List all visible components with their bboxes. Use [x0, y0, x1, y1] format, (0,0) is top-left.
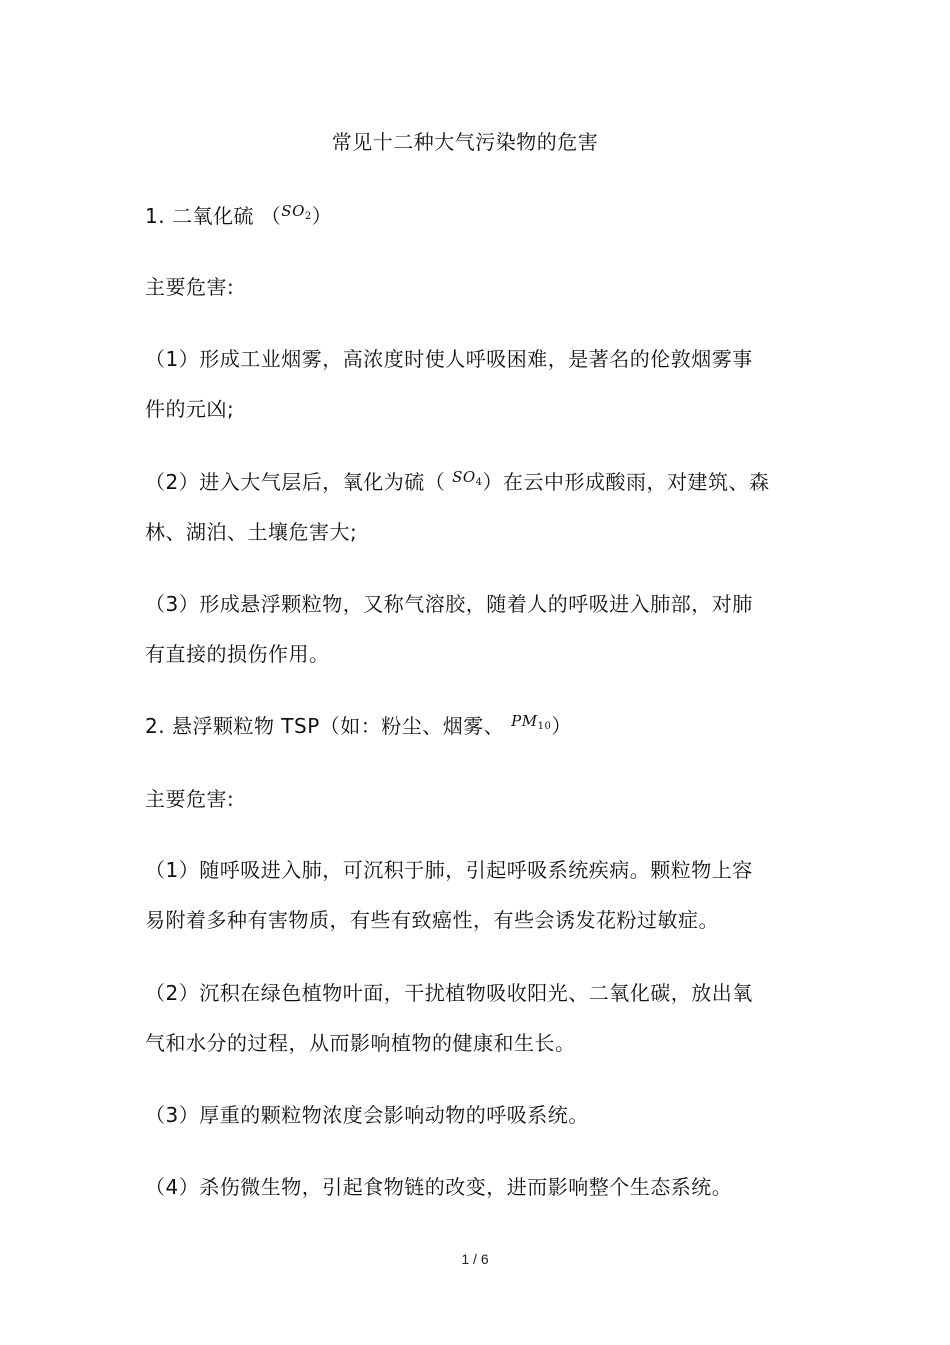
section-1-item-1-line-1: （1）形成工业烟雾，高浓度时使人呼吸困难，是著名的伦敦烟雾事 — [145, 347, 753, 371]
section-2-item-3: （3）厚重的颗粒物浓度会影响动物的呼吸系统。 — [145, 1103, 589, 1127]
section-1-hazard-label: 主要危害: — [145, 275, 235, 299]
page-number: 1 / 6 — [461, 1251, 489, 1267]
so2-formula: $SO_2$ — [281, 202, 312, 222]
section-2-hazard-label: 主要危害: — [145, 787, 235, 811]
section-1-item-2-line-1: （2）进入大气层后，氧化为硫（ $SO_4$）在云中形成酸雨，对建筑、森 — [145, 469, 770, 503]
section-2-item-4: （4）杀伤微生物，引起食物链的改变，进而影响整个生态系统。 — [145, 1175, 733, 1199]
section-2-item-1-line-2: 易附着多种有害物质，有些有致癌性，有些会诱发花粉过敏症。 — [145, 908, 719, 932]
so4-formula: $SO_4$ — [452, 468, 483, 488]
section-1-item-3-line-2: 有直接的损伤作用。 — [145, 642, 330, 666]
pm10-formula: $PM_{10}$ — [511, 712, 552, 732]
section-2-heading: 2. 悬浮颗粒物 TSP（如：粉尘、烟雾、 $PM_{10}$） — [145, 713, 572, 747]
section-1-heading: 1. 二氧化硫 $(SO_2)$ — [145, 203, 332, 237]
section-2-item-1-line-1: （1）随呼吸进入肺，可沉积于肺，引起呼吸系统疾病。颗粒物上容 — [145, 858, 753, 882]
section-2-item-2-line-2: 气和水分的过程，从而影响植物的健康和生长。 — [145, 1031, 576, 1055]
section-2-item-2-line-1: （2）沉积在绿色植物叶面，干扰植物吸收阳光、二氧化碳，放出氧 — [145, 981, 753, 1005]
section-1-heading-text: 1. 二氧化硫 （ — [145, 204, 282, 228]
section-1-item-3-line-1: （3）形成悬浮颗粒物，又称气溶胶，随着人的呼吸进入肺部，对肺 — [145, 592, 753, 616]
section-1-item-1-line-2: 件的元凶; — [145, 397, 235, 421]
section-1-item-2-line-2: 林、湖泊、土壤危害大; — [145, 520, 358, 544]
document-title: 常见十二种大气污染物的危害 — [331, 130, 599, 154]
section-2-heading-text: 2. 悬浮颗粒物 TSP（如：粉尘、烟雾、 — [145, 714, 512, 738]
